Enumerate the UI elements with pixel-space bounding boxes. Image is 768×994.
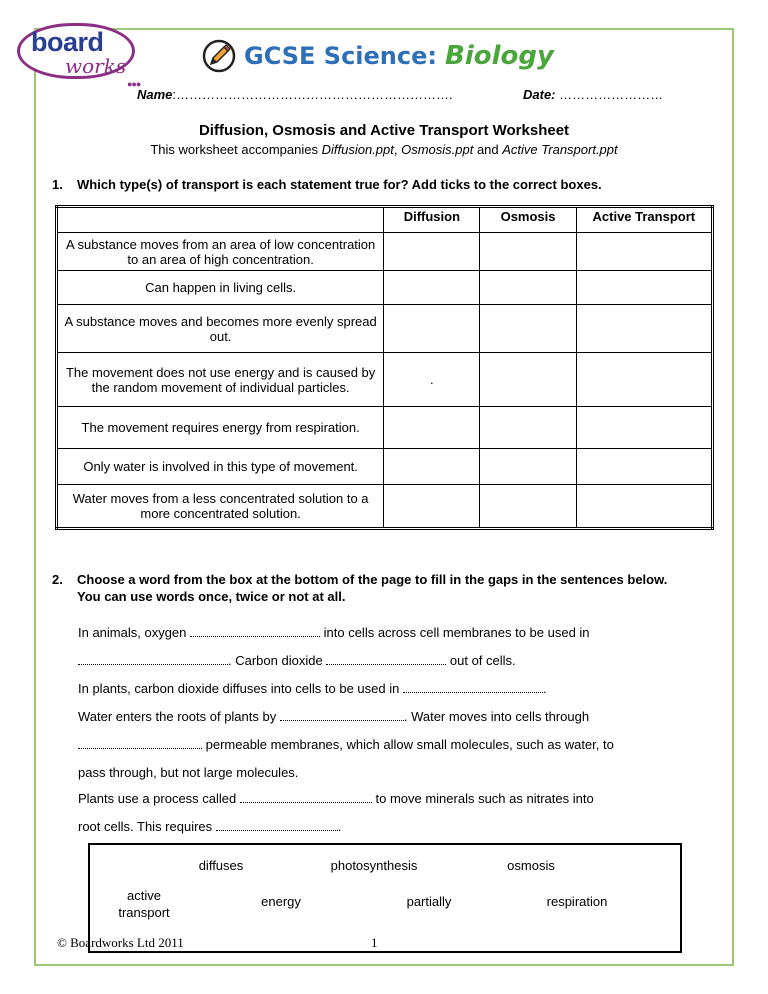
subtitle-file2: Osmosis.ppt: [401, 142, 474, 157]
logo-text-works: works: [65, 54, 127, 78]
tick-box-diffusion[interactable]: [384, 271, 480, 305]
table-header-row: [57, 207, 713, 233]
sentence-text: In plants, carbon dioxide diffuses into cells to be used in: [78, 681, 403, 696]
gap-sentence-3: [78, 680, 547, 697]
gap-blank[interactable]: [216, 818, 338, 831]
word-diffuses: diffuses: [198, 858, 244, 873]
tick-box-osmosis[interactable]: [480, 233, 576, 271]
sentence-text: .: [542, 681, 547, 696]
sentence-text: pass through, but not large molecules.: [78, 765, 299, 780]
word-active-transport: active transport: [118, 888, 170, 920]
table-row: [57, 449, 713, 485]
tick-box-active-transport[interactable]: [576, 233, 712, 271]
subtitle-file1: Diffusion.ppt: [321, 142, 394, 157]
table-row: [57, 305, 713, 353]
sentence-text: into cells across cell membranes to be used in: [320, 625, 590, 640]
logo-dots: ●●●: [127, 79, 141, 89]
tick-box-diffusion[interactable]: [384, 233, 480, 271]
statement-cell: A substance moves and becomes more evenly spread out.: [57, 305, 384, 353]
gap-blank[interactable]: [280, 708, 404, 721]
name-colon: :: [172, 87, 177, 102]
tick-box-active-transport[interactable]: [576, 407, 712, 449]
question-2-text: Choose a word from the box at the bottom of the page to fill in the gaps in the sentences below. You can use words once, twice or not at all.: [77, 572, 668, 604]
table-header-blank: [57, 207, 384, 233]
title-biology: Biology: [445, 41, 554, 71]
subtitle-sep1: ,: [393, 142, 402, 157]
statement-cell: Water moves from a less concentrated solution to a more concentrated solution.: [57, 485, 384, 529]
worksheet-title: Diffusion, Osmosis and Active Transport Worksheet: [198, 122, 570, 139]
date-label: Date:: [523, 87, 556, 102]
question-2: [52, 571, 692, 605]
table-row: [57, 271, 713, 305]
tick-box-osmosis[interactable]: [480, 449, 576, 485]
question-2-number: 2.: [52, 572, 63, 587]
gap-sentence-5: [78, 736, 614, 753]
tick-box-active-transport[interactable]: [576, 449, 712, 485]
sentence-text: . Carbon dioxide: [228, 653, 327, 668]
sentence-text: root cells. This requires: [78, 819, 216, 834]
gap-sentence-7: [78, 790, 594, 807]
word-respiration: respiration: [546, 894, 608, 909]
sentence-text: to move minerals such as nitrates into: [371, 791, 594, 806]
header-title: [202, 36, 554, 76]
date-field[interactable]: [523, 87, 663, 102]
sentence-text: In animals, oxygen: [78, 625, 191, 640]
tick-box-diffusion[interactable]: [384, 485, 480, 529]
tick-box-active-transport[interactable]: [576, 485, 712, 529]
tick-box-osmosis[interactable]: [480, 485, 576, 529]
tick-box-diffusion[interactable]: [384, 449, 480, 485]
header-active-transport: Active Transport: [576, 207, 712, 233]
worksheet-subtitle: [0, 142, 768, 157]
header-diffusion: Diffusion: [384, 207, 480, 233]
statement-cell: Can happen in living cells.: [57, 271, 384, 305]
sentence-text: .: [337, 819, 342, 834]
gap-sentence-6: [78, 764, 298, 781]
tick-box-osmosis[interactable]: [480, 305, 576, 353]
sentence-text: permeable membranes, which allow small molecules, such as water, to: [202, 737, 614, 752]
question-1-text: Which type(s) of transport is each statement true for? Add ticks to the correct boxes.: [77, 177, 602, 192]
gap-blank[interactable]: [190, 624, 320, 637]
table-row: [57, 407, 713, 449]
gap-blank[interactable]: [78, 652, 228, 665]
statement-cell: The movement requires energy from respiration.: [57, 407, 384, 449]
word-osmosis: osmosis: [507, 858, 555, 873]
sentence-text: . Water moves into cells through: [403, 709, 590, 724]
statement-cell: The movement does not use energy and is caused by the random movement of individual particles.: [57, 353, 384, 407]
gap-sentence-1: [78, 624, 590, 641]
date-dots: ……………………: [559, 87, 664, 102]
table-row: [57, 233, 713, 271]
question-1-number: 1.: [52, 177, 63, 192]
table-row: [57, 485, 713, 529]
gap-blank[interactable]: [326, 652, 446, 665]
sentence-text: Water enters the roots of plants by: [78, 709, 280, 724]
gap-blank[interactable]: [78, 736, 202, 749]
gap-sentence-4: [78, 708, 589, 725]
tick-box-active-transport[interactable]: [576, 305, 712, 353]
tick-box-diffusion[interactable]: .: [384, 353, 480, 407]
subtitle-pre: This worksheet accompanies: [150, 142, 322, 157]
footer-copyright: © Boardworks Ltd 2011: [57, 935, 184, 950]
table-row: [57, 353, 713, 407]
transport-table: [55, 205, 714, 530]
sentence-text: Plants use a process called: [78, 791, 240, 806]
boardworks-logo: [17, 17, 141, 89]
subtitle-file3: Active Transport.ppt: [502, 142, 618, 157]
gap-blank[interactable]: [240, 790, 372, 803]
gap-blank[interactable]: [403, 680, 543, 693]
footer-page-number: 1: [371, 935, 378, 950]
tick-box-diffusion[interactable]: [384, 407, 480, 449]
word-energy: energy: [261, 894, 301, 909]
gap-sentence-8: [78, 818, 341, 835]
title-gcse-science: GCSE Science:: [244, 42, 437, 70]
tick-box-osmosis[interactable]: [480, 271, 576, 305]
name-field[interactable]: [137, 87, 453, 102]
name-dots: ……………………………………………………….: [176, 87, 453, 102]
tick-box-active-transport[interactable]: [576, 271, 712, 305]
tick-box-diffusion[interactable]: [384, 305, 480, 353]
sentence-text: out of cells.: [446, 653, 516, 668]
statement-cell: Only water is involved in this type of movement.: [57, 449, 384, 485]
tick-box-osmosis[interactable]: [480, 353, 576, 407]
tick-box-active-transport[interactable]: [576, 353, 712, 407]
tick-box-osmosis[interactable]: [480, 407, 576, 449]
header-osmosis: Osmosis: [480, 207, 576, 233]
question-1: [52, 176, 602, 193]
subtitle-sep2: and: [473, 142, 503, 157]
word-photosynthesis: photosynthesis: [330, 858, 418, 873]
logo-text-board: board: [31, 27, 104, 57]
gap-sentence-2: [78, 652, 516, 669]
statement-cell: A substance moves from an area of low concentration to an area of high concentration.: [57, 233, 384, 271]
name-label: Name: [137, 87, 173, 102]
word-partially: partially: [406, 894, 452, 909]
pencil-icon: [202, 39, 236, 73]
